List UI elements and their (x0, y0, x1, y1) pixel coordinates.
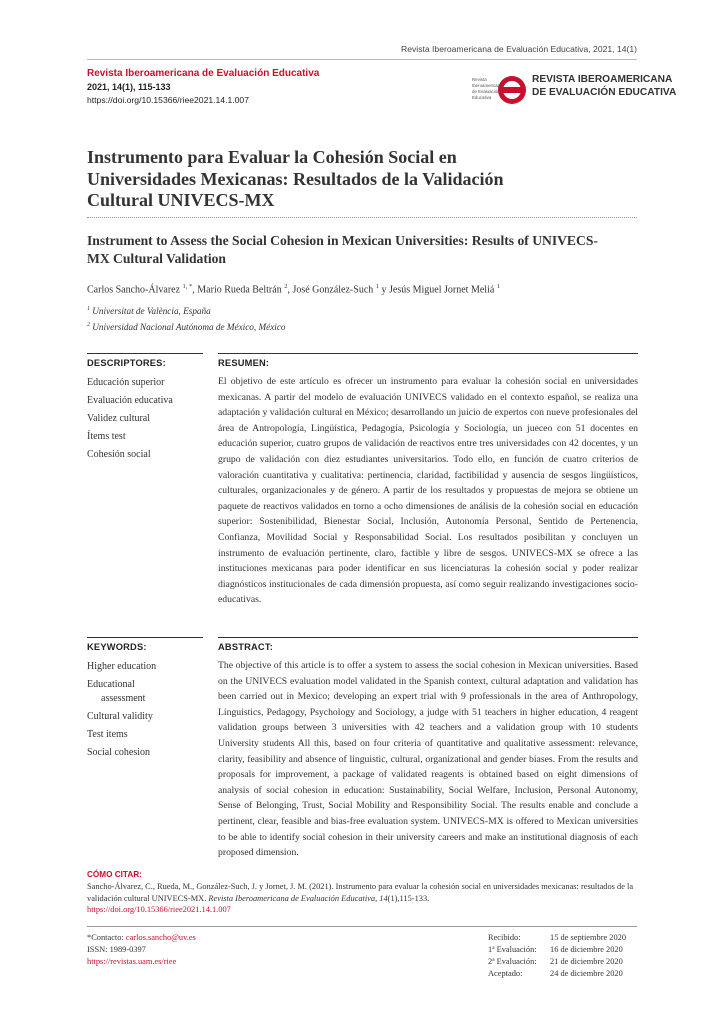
citation-journal: Revista Iberoamericana de Evaluación Educativa, 14 (208, 893, 388, 903)
header-divider (87, 59, 637, 60)
author-name: Jesús Miguel Jornet Meliá (389, 284, 495, 296)
logo-small-text-3: de Evaluación (472, 89, 500, 94)
date-row (488, 932, 626, 944)
author-separator: y (379, 284, 390, 296)
title-english: Instrument to Assess the Social Cohesion in Mexican Universities: Results of UNIVECS-MX Cultural Validation (87, 233, 598, 266)
author-name: José González-Such (292, 284, 374, 296)
affiliation-mark: 2 (87, 322, 90, 328)
descriptor-item: Ítems test (87, 431, 126, 442)
title-spanish: Instrumento para Evaluar la Cohesión Social en Universidades Mexicanas: Resultados de la Validación Cultural UNIVECS-MX (87, 147, 504, 210)
contact-block (87, 932, 196, 968)
resumen-text: El objetivo de este artículo es ofrecer un instrumento para evaluar la cohesión social en universidades mexicanas. A partir del modelo de evaluación UNIVECS validado en el contexto español, se realiza una adaptación y validación cultural en México; desarrollando un juicio de expertos con nueve profesionales del área de Antropología, Lingüística, Pedagogía, Psicología y Sociología, un jueceo con 51 docentes en educación superior, cuatro grupos de validación de reactivos entre tres universidades con 42 docentes, y un grupo de validación con diez estudiantes universitarios. Todo ello, en función de cuatro criterios de valoración cuantitativa y cualitativa: pertinencia, claridad, factibilidad y ausencia de sesgos lingüísticos, culturales, organizacionales y de género. A partir de los resultados y propuestas de mejora se obtiene un paquete de reactivos validados en torno a ocho dimensiones de análisis de la cohesión social en educación superior: Sostenibilidad, Bienestar Social, Inclusión, Autonomía Personal, Sentido de Pertenencia, Confianza, Movilidad Social y Responsabilidad Social. Los resultados posibilitan y concluyen un instrumento de evaluación pertinente, claro, factible y libre de sesgos. UNIVECS-MX se ofrece a las instituciones mexicanas para poder identificar en sus licenciaturas la cohesión social y poder realizar diagnósticos institucionales de cada dimensión propuesta, así como seguir realizando investigaciones socio-educativas. (218, 376, 638, 606)
issn: ISSN: 1989-0397 (87, 945, 146, 954)
keyword-item: Test items (87, 729, 128, 740)
author-separator: , (192, 284, 198, 296)
article-doi[interactable]: https://doi.org/10.15366/riee2021.14.1.007 (87, 95, 249, 105)
affiliation-1 (87, 306, 211, 316)
date-label: 2ª Evaluación: (488, 957, 537, 966)
affiliation-mark: 1 (87, 306, 90, 312)
logo-small-text-2: Iberoamericana (472, 83, 503, 88)
date-row (488, 968, 626, 980)
citation-block (87, 881, 647, 916)
date-row (488, 956, 626, 968)
descriptor-item: Validez cultural (87, 413, 151, 424)
footer-divider (87, 926, 637, 927)
author-affiliation-mark: 2 (284, 283, 288, 290)
contact-email-link[interactable]: carlos.sancho@uv.es (125, 933, 196, 942)
descriptores-heading: DESCRIPTORES: (87, 358, 166, 368)
date-label: Recibido: (488, 933, 521, 942)
journal-volume: 2021, 14(1), 115-133 (87, 82, 171, 92)
descriptores-list (87, 374, 207, 464)
author-affiliation-mark: 1 (496, 283, 501, 290)
affiliation-2 (87, 322, 286, 332)
date-label: 1ª Evaluación: (488, 945, 537, 954)
keywords-rule (87, 637, 203, 638)
date-label: Aceptado: (488, 969, 523, 978)
contact-label: *Contacto: (87, 933, 126, 942)
date-value: 21 de diciembre 2020 (550, 957, 623, 966)
affiliation-text: Universitat de València, España (92, 306, 211, 317)
resumen-rule (218, 353, 638, 354)
logo-text-line2: DE EVALUACIÓN EDUCATIVA (532, 86, 677, 98)
citation-heading: CÓMO CITAR: (87, 870, 142, 879)
date-value: 24 de diciembre 2020 (550, 969, 623, 978)
descriptor-item: Cohesión social (87, 449, 151, 460)
citation-text: Sancho-Álvarez, C., Rueda, M., González-Such, J. y Jornet, J. M. (2021). Instrumento para evaluar la cohesión social en universidades mexicanas: resultados de la validación cultural UNIVECS-MX. (87, 882, 634, 903)
abstract-heading: ABSTRACT: (218, 642, 273, 652)
descriptor-item: Educación superior (87, 377, 165, 388)
abstract-rule (218, 637, 638, 638)
author-name: Mario Rueda Beltrán (197, 284, 282, 296)
keywords-heading: KEYWORDS: (87, 642, 147, 652)
date-value: 15 de septiembre 2020 (550, 933, 627, 942)
running-header: Revista Iberoamericana de Evaluación Educativa, 2021, 14(1) (401, 44, 637, 54)
author-name: Carlos Sancho-Álvarez (87, 284, 181, 296)
abstract-text: The objective of this article is to offer a system to assess the social cohesion in Mexican universities. Based on the UNIVECS evaluation model validated in the Spanish context, cultural adaptation and validation has been carried out in Mexico; developing an expert trial with 9 professionals in the area of Anthropology, Linguistics, Pedagogy, Psychology and Sociology, a judge with 51 teachers in higher education, 4 reagent validation groups between 3 universities with 42 teachers and a validation group with 10 students University students All this, based on four criteria of quantitative and qualitative assessment: relevance, clarity, feasibility and absence of linguistic, cultural, organizational and gender biases. From the results and proposals for improvement, a package of validated reagents is obtained based on eight dimensions of analysis of social cohesion in education: Sustainability, Social Welfare, Inclusion, Personal Autonomy, Sense of Belonging, Trust, Social Mobility and Responsibility Social. The results enable and conclude a pertinent, clear, feasible and bias-free evaluation system. UNIVECS-MX is offered to Mexican universities to be able to identify social cohesion in their university careers and make an institutional diagnosis of each proposed dimension. (218, 660, 638, 859)
author-list (87, 283, 500, 295)
date-row (488, 944, 626, 956)
title-divider (87, 217, 637, 218)
logo-small-text-1: Revista (472, 77, 487, 82)
citation-pages: (1),115-133. (387, 893, 430, 903)
keyword-item: Cultural validity (87, 711, 153, 722)
author-separator: , (287, 284, 293, 296)
keywords-list (87, 658, 207, 762)
citation-doi-link[interactable]: https://doi.org/10.15366/riee2021.14.1.007 (87, 905, 231, 914)
journal-name-link[interactable]: Revista Iberoamericana de Evaluación Educativa (87, 68, 320, 79)
journal-url-link[interactable]: https://revistas.uam.es/riee (87, 957, 177, 966)
resumen-heading: RESUMEN: (218, 358, 270, 368)
keyword-item: Higher education (87, 661, 157, 672)
logo-small-text-4: Educativa (472, 95, 492, 100)
journal-logo (470, 70, 528, 110)
keyword-item-continued: assessment (101, 693, 146, 704)
affiliation-text: Universidad Nacional Autónoma de México, México (92, 322, 286, 333)
descriptor-item: Evaluación educativa (87, 395, 173, 406)
author-affiliation-mark: 1, * (182, 283, 193, 290)
journal-logo-text (532, 74, 676, 99)
keyword-item: Educational (87, 679, 135, 690)
descriptores-rule (87, 353, 203, 354)
date-value: 16 de diciembre 2020 (550, 945, 623, 954)
logo-text-line1: REVISTA IBEROAMERICANA (532, 74, 673, 85)
author-affiliation-mark: 1 (375, 283, 380, 290)
keyword-item: Social cohesion (87, 747, 151, 758)
dates-block (488, 932, 626, 980)
